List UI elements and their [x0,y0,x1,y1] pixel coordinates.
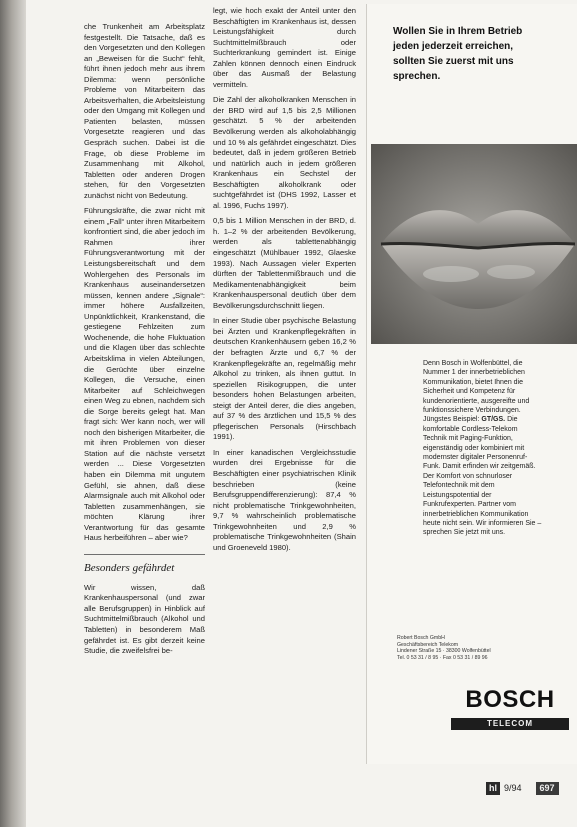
ad-paragraph: Die komfortable Cordless-Telekom Technik mit Paging-Funktion, eigenständig oder kombiniert mit modernster digitaler Personenruf-Funk. Damit erfinden wir zeitgemäß. Der Komfort von schnurloser Telefontechnik mit dem Leistungspotential der Funkrufexperten. Partner vom innerbetrieblichen Kommunikation heute nicht sein. Wir informieren Sie – sprechen Sie jetzt mit uns. [423,416,542,537]
magazine-page [26,0,577,827]
ad-paragraph: Denn Bosch in Wolfenbüttel, die Nummer 1 der innerbetrieblichen Kommunikation, bietet Ihnen die Sicherheit und Kompetenz für kundenorientierte, ausgereifte und funktionssichere Verbindungen. Jüngstes Beispiel: [423,360,530,424]
section-subheading: Besonders gefährdet [84,554,205,575]
ad-headline: Wollen Sie in Ihrem Betrieb jeden jederzeit erreichen, sollten Sie zuerst mit uns sprechen. [393,26,523,82]
article-column-1 [84,22,205,662]
paragraph: 0,5 bis 1 Million Menschen in der BRD, d. h. 1–2 % der arbeitenden Bevölkerung, werden als tablettenabhängig eingeschätzt (Mühlbauer 1992, Glaeske 1993). Nach Aussagen vieler Experten dürften der Tablettenmißbrauch und die Medikamentenabhängigkeit beim Krankenhauspersonal deutlich über dem Bevölkerungsdurchschnitt liegen. [213,216,356,310]
telecom-bar: TELECOM [451,718,569,730]
bosch-advertisement [366,4,577,764]
book-spine-shadow [0,0,26,827]
lips-illustration [371,144,577,344]
paragraph: Führungskräfte, die zwar nicht mit einem „Fall“ unter ihren Mitarbeitern konfrontiert sind, die aber jedoch im Rahmen ihrer Führungsverantwortung mit der Leistungsbereitschaft und dem Wohlergehen des Personals im Krankenhaus auseinandersetzen müssen, kennen andere „Signale“: immer höhere Ausfallzeiten, Unpünktlichkeit, Krankenstand, die gestiegene Fehlzeiten zum Wochenende, die hohe Fluktuation und die Klagen über das schlechte Arbeitsklima in vielen Abteilungen, die Gerüchte über einzelne Kollegen, die Versuche, einen Mitarbeiter auf Schleichwegen einen Weg zu ebnen, nachdem sich die Sorge bereits gelegt hat. Man fragt sich: Wer kann noch, wer will noch den bisherigen Mitarbeiter, die mit ihren Problemen von dieser Station auf die nächste versetzt werden ... Diese Vorgesetzten haben ein Dilemma mit ungutem Gefühl, sie ahnen, daß diese Alarmsignale auch mit Alkohol oder Tabletten zusammenhängen, sie möchten Klärung ihrer Verantwortung für das gesamte Haus herbeiführen – aber wie? [84,206,205,543]
paragraph: Wir wissen, daß Krankenhauspersonal (und zwar alle Berufsgruppen) in Hinblick auf Suchtmittelmißbrauch (Alkohol und Tabletten) in besonderem Maß gefährdet ist. Es gibt derzeit keine Studie, die zweifelsfrei be- [84,582,205,656]
address-line: Robert Bosch GmbH [397,635,445,641]
ad-body-text [423,359,543,538]
address-line: Lindener Straße 15 · 38300 Wolfenbüttel [397,648,491,655]
paragraph: Die Zahl der alkoholkranken Menschen in der BRD wird auf 1,5 bis 2,5 Millionen geschätzt. 5 % der arbeitenden Bevölkerung werden als alkoholabhängig und 10 % als gefährdet eingeschätzt. Dies bedeutet, daß in jedem größeren Betrieb und natürlich auch in jedem größeren Krankenhaus ein Sechstel der Beschäftigten alkoholkrank oder suchtgefährdet ist (DHS 1992, Lasser et al. 1996, Fuchs 1997). [213,95,356,210]
article-column-2 [213,6,356,558]
paragraph: legt, wie hoch exakt der Anteil unter den Beschäftigten im Krankenhaus ist, dessen Leistungsfähigkeit durch Suchtmittelmißbrauch oder Suchterkrankung gemindert ist. Einige Zahlen können dennoch einen Eindruck über das Ausmaß der Belastung vermitteln. [213,6,356,89]
magazine-logo: hl [486,782,500,795]
paragraph: che Trunkenheit am Arbeitsplatz festgestellt. Die Tatsache, daß es den Vorgesetzten und den Kollegen an „Beweisen für die Sucht“ fehlt, führt ihnen jedoch mehr aus ihrem Dilemma: wenn persönliche Probleme von Mitarbeitern das Arbeitsverhalten, die Arbeitsleistung oder den Umgang mit Kollegen und Patienten belasten, müssen Vorgesetzte reagieren und das Gespräch suchen. Dabei ist die Frage, ob diese Probleme im Zusammenhang mit Alkohol, Tabletten oder anderen Drogen stehen, für den Vorgesetzten zunächst nicht von Bedeutung. [84,22,205,200]
issue-number: 9/94 [504,783,522,793]
page-number: 697 [536,782,559,795]
paragraph: In einer kanadischen Vergleichsstudie wurden drei Ergebnisse für die Beschäftigten einer psychiatrischen Klinik beschrieben (keine Berufsgruppendifferenzierung): 87,4 % nicht problematische Trinkgewohnheiten, 9,7 % wahrscheinlich problematische Trinkgewohnheiten und 2,9 % problematische Trinkgewohnheiten (Shain und Groeneveld 1980). [213,447,356,552]
address-line: Tel. 0 53 31 / 8 95 · Fax 0 53 31 / 89 96 [397,654,488,661]
lips-photo [371,144,577,344]
paragraph: In einer Studie über psychische Belastung bei Ärzten und Krankenpflegekräften in deutschen Krankenhäusern geben 16,2 % der befragten Ärzte und 6,7 % der Krankenpflegekräfte an, regelmäßig mehr Alkohol zu trinken, als ihnen guttut. In speziellen Risikogruppen, die unter besonders hohen Belastungen arbeiten, steigt der Anteil derer, die dies angeben, auf 37 % des ärztlichen und 15,5 % des pflegerischen Personals (Hirschbach 1991). [213,316,356,442]
product-model: GT/GS. [481,416,506,424]
address-line: Geschäftsbereich Telekom [397,641,459,648]
bosch-logo: BOSCH [465,686,555,713]
page-footer [486,780,559,796]
company-address [397,635,567,661]
